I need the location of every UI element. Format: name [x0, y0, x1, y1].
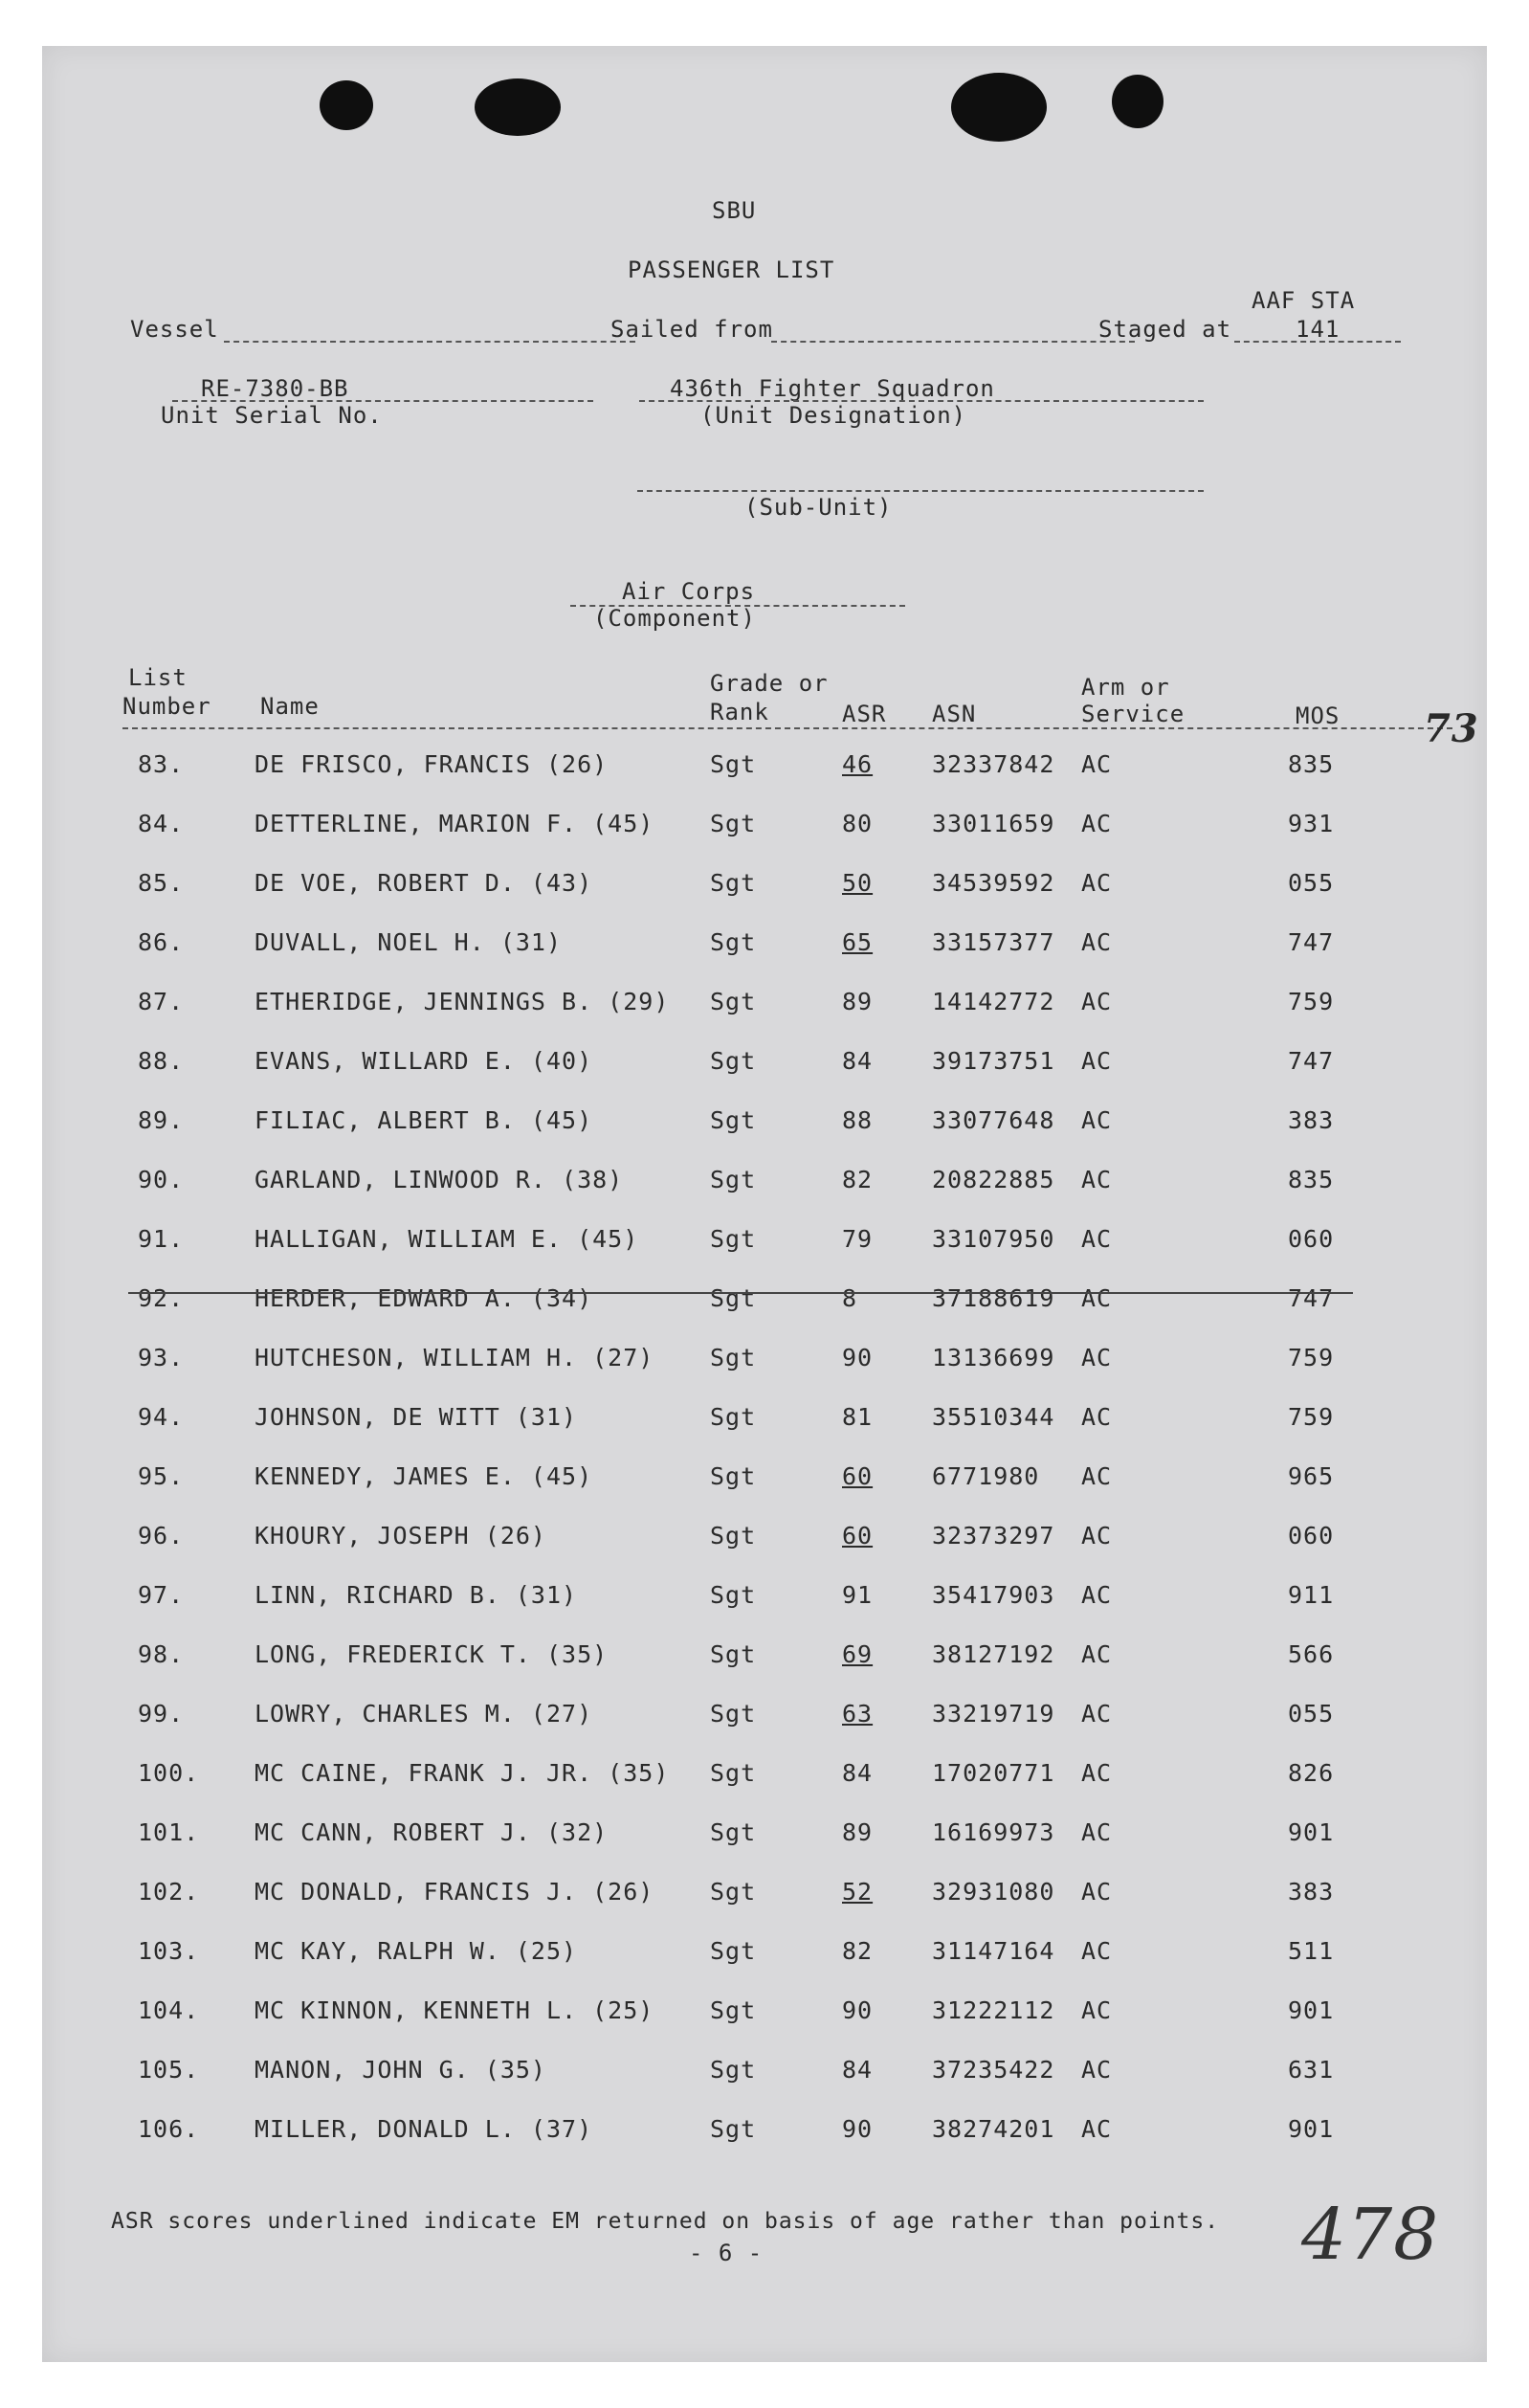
- arm-service: AC: [1081, 1462, 1113, 1490]
- table-row: [42, 988, 1487, 1026]
- table-row: [42, 1878, 1487, 1916]
- asn: 38274201: [932, 2115, 1055, 2143]
- asr-score: 52: [842, 1878, 874, 1906]
- unit-serial-label: Unit Serial No.: [161, 402, 383, 429]
- asr-score: 91: [842, 1581, 874, 1609]
- table-row: [42, 1047, 1487, 1085]
- arm-service: AC: [1081, 1344, 1113, 1371]
- mos: 835: [1288, 750, 1335, 778]
- asr-score: 84: [842, 2056, 874, 2084]
- grade: Sgt: [710, 1284, 757, 1312]
- passenger-name: MC CANN, ROBERT J. (32): [255, 1818, 609, 1846]
- page-annotation: 73: [1424, 706, 1479, 751]
- grade: Sgt: [710, 1937, 757, 1965]
- grade: Sgt: [710, 1522, 757, 1550]
- vessel-line: [224, 341, 635, 343]
- grade: Sgt: [710, 869, 757, 897]
- list-number: 84.: [138, 810, 185, 837]
- list-number: 105.: [138, 2056, 200, 2084]
- list-number: 96.: [138, 1522, 185, 1550]
- list-number: 85.: [138, 869, 185, 897]
- passenger-name: HUTCHESON, WILLIAM H. (27): [255, 1344, 654, 1371]
- table-row: [42, 1166, 1487, 1204]
- arm-service: AC: [1081, 1047, 1113, 1075]
- grade: Sgt: [710, 750, 757, 778]
- list-number: 101.: [138, 1818, 200, 1846]
- staged-at-line: [1234, 341, 1401, 343]
- passenger-name: MC KINNON, KENNETH L. (25): [255, 1996, 654, 2024]
- grade: Sgt: [710, 1462, 757, 1490]
- asr-score: 84: [842, 1759, 874, 1787]
- asn: 32337842: [932, 750, 1055, 778]
- grade: Sgt: [710, 1166, 757, 1193]
- asr-score: 8: [842, 1284, 858, 1312]
- arm-service: AC: [1081, 1818, 1113, 1846]
- page-number: - 6 -: [689, 2240, 764, 2266]
- asr-score: 84: [842, 1047, 874, 1075]
- list-number: 102.: [138, 1878, 200, 1906]
- grade: Sgt: [710, 1225, 757, 1253]
- passenger-name: GARLAND, LINWOOD R. (38): [255, 1166, 624, 1193]
- asn: 39173751: [932, 1047, 1055, 1075]
- arm-service: AC: [1081, 1166, 1113, 1193]
- staged-at-label: Staged at: [1098, 316, 1232, 343]
- list-number: 93.: [138, 1344, 185, 1371]
- punch-hole: [320, 80, 373, 130]
- table-row: [42, 1996, 1487, 2035]
- mos: 826: [1288, 1759, 1335, 1787]
- table-row: [42, 1700, 1487, 1738]
- passenger-name: MC KAY, RALPH W. (25): [255, 1937, 578, 1965]
- passenger-name: MILLER, DONALD L. (37): [255, 2115, 593, 2143]
- asr-score: 46: [842, 750, 874, 778]
- mos: 759: [1288, 1344, 1335, 1371]
- staged-at-value-2: 141: [1296, 316, 1341, 343]
- grade: Sgt: [710, 1996, 757, 2024]
- unit-designation-label: (Unit Designation): [700, 402, 967, 429]
- mos: 631: [1288, 2056, 1335, 2084]
- passenger-name: KENNEDY, JAMES E. (45): [255, 1462, 593, 1490]
- unit-serial-value: RE-7380-BB: [201, 375, 349, 402]
- passenger-name: EVANS, WILLARD E. (40): [255, 1047, 593, 1075]
- mos: 511: [1288, 1937, 1335, 1965]
- list-number: 104.: [138, 1996, 200, 2024]
- asn: 31147164: [932, 1937, 1055, 1965]
- grade: Sgt: [710, 1106, 757, 1134]
- asr-score: 79: [842, 1225, 874, 1253]
- asr-score: 89: [842, 988, 874, 1015]
- asr-score: 80: [842, 810, 874, 837]
- asn: 33011659: [932, 810, 1055, 837]
- grade: Sgt: [710, 928, 757, 956]
- asn: 37235422: [932, 2056, 1055, 2084]
- column-header-rule: [122, 727, 1452, 729]
- passenger-name: MC CAINE, FRANK J. JR. (35): [255, 1759, 670, 1787]
- asr-score: 82: [842, 1937, 874, 1965]
- asn: 31222112: [932, 1996, 1055, 2024]
- sailed-from-line: [771, 341, 1135, 343]
- document-title: SBU: [712, 197, 757, 224]
- asr-score: 90: [842, 1996, 874, 2024]
- arm-service: AC: [1081, 1284, 1113, 1312]
- table-row: [42, 1106, 1487, 1145]
- mos: 901: [1288, 1996, 1335, 2024]
- passenger-name: JOHNSON, DE WITT (31): [255, 1403, 578, 1431]
- table-row: [42, 1284, 1487, 1323]
- arm-service: AC: [1081, 988, 1113, 1015]
- handwritten-number: 478: [1301, 2194, 1440, 2276]
- column-header-list-number-1: List: [128, 664, 188, 691]
- asr-score: 60: [842, 1462, 874, 1490]
- asr-score: 69: [842, 1640, 874, 1668]
- passenger-name: DETTERLINE, MARION F. (45): [255, 810, 654, 837]
- asn: 13136699: [932, 1344, 1055, 1371]
- column-header-grade-1: Grade or: [710, 670, 829, 697]
- passenger-name: DE VOE, ROBERT D. (43): [255, 869, 593, 897]
- sailed-from-label: Sailed from: [610, 316, 773, 343]
- asn: 32931080: [932, 1878, 1055, 1906]
- asn: 33157377: [932, 928, 1055, 956]
- mos: 747: [1288, 1047, 1335, 1075]
- arm-service: AC: [1081, 810, 1113, 837]
- arm-service: AC: [1081, 928, 1113, 956]
- asn: 20822885: [932, 1166, 1055, 1193]
- mos: 383: [1288, 1878, 1335, 1906]
- grade: Sgt: [710, 2115, 757, 2143]
- list-number: 91.: [138, 1225, 185, 1253]
- mos: 901: [1288, 2115, 1335, 2143]
- document-page: [42, 46, 1487, 2362]
- punch-hole: [951, 73, 1047, 142]
- list-number: 86.: [138, 928, 185, 956]
- arm-service: AC: [1081, 1878, 1113, 1906]
- arm-service: AC: [1081, 1581, 1113, 1609]
- arm-service: AC: [1081, 1522, 1113, 1550]
- passenger-name: FILIAC, ALBERT B. (45): [255, 1106, 593, 1134]
- mos: 383: [1288, 1106, 1335, 1134]
- list-number: 103.: [138, 1937, 200, 1965]
- arm-service: AC: [1081, 1700, 1113, 1728]
- passenger-name: MC DONALD, FRANCIS J. (26): [255, 1878, 654, 1906]
- grade: Sgt: [710, 2056, 757, 2084]
- mos: 055: [1288, 1700, 1335, 1728]
- document-subtitle: PASSENGER LIST: [628, 256, 835, 283]
- arm-service: AC: [1081, 869, 1113, 897]
- list-number: 90.: [138, 1166, 185, 1193]
- mos: 901: [1288, 1818, 1335, 1846]
- punch-hole: [1112, 75, 1163, 128]
- mos: 931: [1288, 810, 1335, 837]
- vessel-label: Vessel: [130, 316, 219, 343]
- asn: 16169973: [932, 1818, 1055, 1846]
- grade: Sgt: [710, 1759, 757, 1787]
- list-number: 97.: [138, 1581, 185, 1609]
- arm-service: AC: [1081, 1106, 1113, 1134]
- asr-score: 63: [842, 1700, 874, 1728]
- asn: 33077648: [932, 1106, 1055, 1134]
- list-number: 95.: [138, 1462, 185, 1490]
- asr-score: 89: [842, 1818, 874, 1846]
- grade: Sgt: [710, 1581, 757, 1609]
- table-row: [42, 1759, 1487, 1797]
- arm-service: AC: [1081, 1403, 1113, 1431]
- passenger-name: ETHERIDGE, JENNINGS B. (29): [255, 988, 670, 1015]
- table-row: [42, 928, 1487, 967]
- column-header-arm-1: Arm or: [1081, 674, 1170, 701]
- mos: 965: [1288, 1462, 1335, 1490]
- list-number: 100.: [138, 1759, 200, 1787]
- mos: 060: [1288, 1522, 1335, 1550]
- arm-service: AC: [1081, 1937, 1113, 1965]
- mos: 747: [1288, 1284, 1335, 1312]
- arm-service: AC: [1081, 2056, 1113, 2084]
- asn: 17020771: [932, 1759, 1055, 1787]
- asr-score: 50: [842, 869, 874, 897]
- punch-hole: [475, 78, 561, 136]
- passenger-name: MANON, JOHN G. (35): [255, 2056, 546, 2084]
- grade: Sgt: [710, 1700, 757, 1728]
- asn: 6771980: [932, 1462, 1040, 1490]
- table-row: [42, 2056, 1487, 2094]
- unit-designation-value: 436th Fighter Squadron: [670, 375, 995, 402]
- asn: 35510344: [932, 1403, 1055, 1431]
- column-header-list-number-2: Number: [122, 693, 211, 720]
- asn: 35417903: [932, 1581, 1055, 1609]
- asr-score: 82: [842, 1166, 874, 1193]
- list-number: 98.: [138, 1640, 185, 1668]
- table-row: [42, 1462, 1487, 1501]
- list-number: 106.: [138, 2115, 200, 2143]
- table-row: [42, 1225, 1487, 1263]
- list-number: 88.: [138, 1047, 185, 1075]
- mos: 055: [1288, 869, 1335, 897]
- asr-score: 90: [842, 1344, 874, 1371]
- mos: 835: [1288, 1166, 1335, 1193]
- list-number: 83.: [138, 750, 185, 778]
- grade: Sgt: [710, 1344, 757, 1371]
- column-header-grade-2: Rank: [710, 699, 769, 725]
- passenger-name: HERDER, EDWARD A. (34): [255, 1284, 593, 1312]
- column-header-arm-2: Service: [1081, 701, 1186, 727]
- asn: 37188619: [932, 1284, 1055, 1312]
- arm-service: AC: [1081, 1996, 1113, 2024]
- mos: 060: [1288, 1225, 1335, 1253]
- table-row: [42, 1581, 1487, 1619]
- grade: Sgt: [710, 988, 757, 1015]
- column-header-mos: MOS: [1296, 702, 1341, 729]
- table-row: [42, 2115, 1487, 2153]
- column-header-name: Name: [260, 693, 320, 720]
- grade: Sgt: [710, 1640, 757, 1668]
- mos: 566: [1288, 1640, 1335, 1668]
- asn: 33219719: [932, 1700, 1055, 1728]
- arm-service: AC: [1081, 1640, 1113, 1668]
- table-row: [42, 1640, 1487, 1679]
- table-row: [42, 869, 1487, 907]
- arm-service: AC: [1081, 2115, 1113, 2143]
- asr-score: 90: [842, 2115, 874, 2143]
- asn: 38127192: [932, 1640, 1055, 1668]
- grade: Sgt: [710, 1818, 757, 1846]
- asr-score: 65: [842, 928, 874, 956]
- list-number: 99.: [138, 1700, 185, 1728]
- table-row: [42, 1522, 1487, 1560]
- grade: Sgt: [710, 1403, 757, 1431]
- strikethrough-line: [128, 1292, 1353, 1294]
- passenger-name: LOWRY, CHARLES M. (27): [255, 1700, 593, 1728]
- arm-service: AC: [1081, 750, 1113, 778]
- table-row: [42, 750, 1487, 789]
- component-value: Air Corps: [622, 578, 756, 605]
- passenger-name: LONG, FREDERICK T. (35): [255, 1640, 609, 1668]
- sub-unit-label: (Sub-Unit): [744, 494, 893, 521]
- mos: 747: [1288, 928, 1335, 956]
- component-label: (Component): [593, 605, 756, 632]
- grade: Sgt: [710, 810, 757, 837]
- footer-note: ASR scores underlined indicate EM returned on basis of age rather than points.: [111, 2209, 1220, 2234]
- table-row: [42, 810, 1487, 848]
- passenger-name: DE FRISCO, FRANCIS (26): [255, 750, 609, 778]
- table-row: [42, 1937, 1487, 1975]
- mos: 911: [1288, 1581, 1335, 1609]
- list-number: 87.: [138, 988, 185, 1015]
- column-header-asn: ASN: [932, 701, 977, 727]
- asn: 14142772: [932, 988, 1055, 1015]
- column-header-asr: ASR: [842, 701, 887, 727]
- table-row: [42, 1344, 1487, 1382]
- asr-score: 60: [842, 1522, 874, 1550]
- asr-score: 81: [842, 1403, 874, 1431]
- sub-unit-line: [637, 490, 1204, 492]
- passenger-name: DUVALL, NOEL H. (31): [255, 928, 563, 956]
- grade: Sgt: [710, 1047, 757, 1075]
- arm-service: AC: [1081, 1225, 1113, 1253]
- passenger-name: HALLIGAN, WILLIAM E. (45): [255, 1225, 639, 1253]
- asn: 32373297: [932, 1522, 1055, 1550]
- staged-at-value-1: AAF STA: [1252, 287, 1356, 314]
- passenger-name: KHOURY, JOSEPH (26): [255, 1522, 546, 1550]
- asn: 34539592: [932, 869, 1055, 897]
- table-row: [42, 1403, 1487, 1441]
- mos: 759: [1288, 1403, 1335, 1431]
- list-number: 94.: [138, 1403, 185, 1431]
- table-row: [42, 1818, 1487, 1857]
- asr-score: 88: [842, 1106, 874, 1134]
- arm-service: AC: [1081, 1759, 1113, 1787]
- asn: 33107950: [932, 1225, 1055, 1253]
- mos: 759: [1288, 988, 1335, 1015]
- grade: Sgt: [710, 1878, 757, 1906]
- list-number: 92.: [138, 1284, 185, 1312]
- passenger-name: LINN, RICHARD B. (31): [255, 1581, 578, 1609]
- list-number: 89.: [138, 1106, 185, 1134]
